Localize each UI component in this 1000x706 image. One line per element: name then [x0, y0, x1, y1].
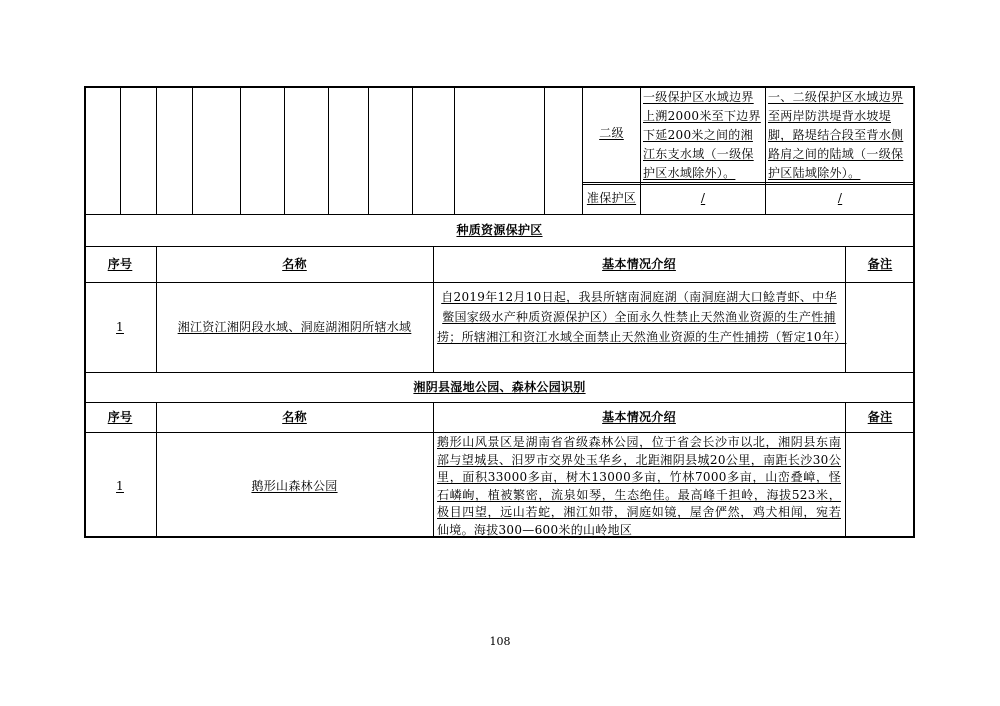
row-seq: 1	[116, 320, 124, 334]
top-col-divider	[454, 86, 455, 214]
top-col-divider	[240, 86, 241, 214]
top-row-divider	[582, 184, 915, 185]
top-col-divider	[192, 86, 193, 214]
quasi-col1-value: /	[700, 191, 706, 205]
top-col-divider	[284, 86, 285, 214]
row-divider	[84, 432, 915, 433]
top-col-divider	[368, 86, 369, 214]
section-title-germplasm: 种质资源保护区	[456, 223, 543, 237]
level2-water-area: 一级保护区水域边界上溯2000米至下边界下延200米之间的湘江东支水域（一级保护区水域除外）。	[643, 90, 761, 180]
row-divider	[84, 214, 915, 215]
row-divider	[84, 402, 915, 403]
level2-land-area: 一、二级保护区水域边界至两岸防洪堤背水坡堤脚，路堤结合段至背水侧路肩之间的陆域（一级保护区陆域除外）。	[768, 90, 904, 180]
quasi-protect-label: 准保护区	[586, 191, 637, 205]
header-seq: 序号	[107, 257, 133, 271]
header-remark: 备注	[867, 257, 893, 271]
level2-label: 二级	[599, 126, 624, 140]
top-col-divider	[412, 86, 413, 214]
top-col-divider	[120, 86, 121, 214]
page-number: 108	[489, 635, 511, 648]
top-col-divider	[328, 86, 329, 214]
top-col-divider	[544, 86, 545, 214]
row-divider	[84, 282, 915, 283]
row-divider	[84, 372, 915, 373]
header-remark: 备注	[867, 410, 893, 424]
header-intro: 基本情况介绍	[602, 410, 676, 424]
header-intro: 基本情况介绍	[602, 257, 676, 271]
row-intro: 自2019年12月10日起，我县所辖南洞庭湖（南洞庭湖大口鲶青虾、中华鳖国家级水产种质资源保护区）全面永久性禁止天然渔业资源的生产性捕捞；所辖湘江和资江水域全面禁止天然渔业资源的生产性捕捞（暂定10年）	[437, 290, 847, 344]
row-divider	[84, 246, 915, 247]
row-seq: 1	[116, 479, 124, 493]
header-seq: 序号	[107, 410, 133, 424]
header-name: 名称	[282, 410, 307, 424]
quasi-col2-value: /	[837, 191, 843, 205]
top-col-divider	[156, 86, 157, 214]
row-name: 湘江资江湘阴段水域、洞庭湖湘阴所辖水域	[177, 320, 412, 334]
section-title-wetland-forest: 湘阴县湿地公园、森林公园识别	[413, 380, 586, 394]
header-name: 名称	[282, 257, 307, 271]
row-intro: 鹅形山风景区是湖南省省级森林公园，位于省会长沙市以北，湘阴县东南部与望城县、汨罗市交界处玉华乡，北距湘阴县城20公里，南距长沙30公里，面积33000多亩，树木13000多亩，竹林7000多亩，山峦叠嶂，怪石嶙峋，植被繁密，流泉如琴，生态绝佳。最高峰千担岭，海拔523米，极目四望，远山若蛇，湘江如带，洞庭如镜，屋舍俨然，鸡犬相闻，宛若仙境。海拔300—600米的山岭地区	[437, 435, 841, 537]
row-name: 鹅形山森林公园	[251, 479, 338, 493]
